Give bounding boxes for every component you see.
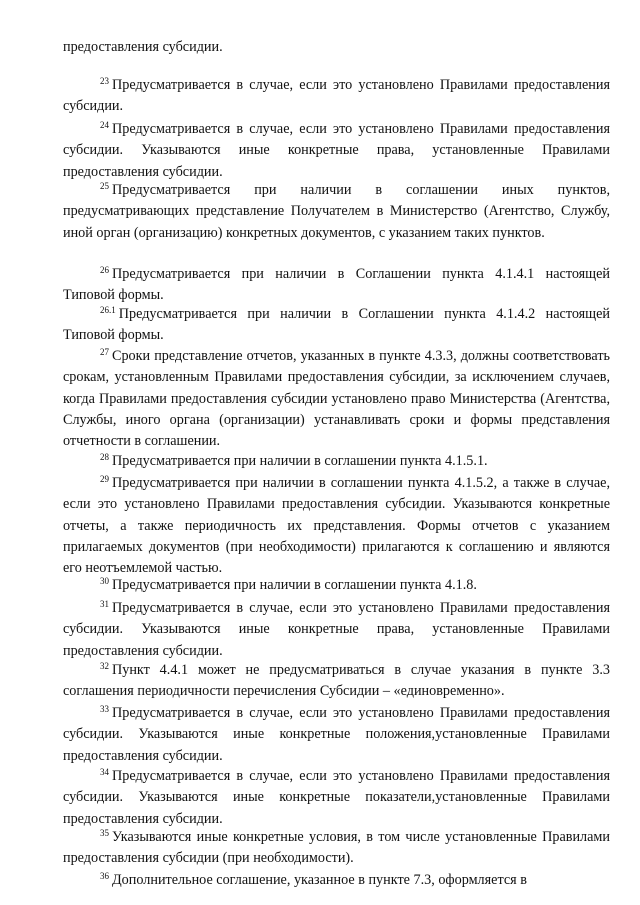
- footnote-number: 28: [100, 452, 109, 462]
- footnote-number: 33: [100, 704, 109, 714]
- footnote-29: $^{29}$ Предусматривается при наличии в соглашении пункта 4.1.5.2, а также в случае, если это установлено Правилами предоставления субсидии. Указываются конкретные отчеты, а также периодичность их представления. Формы отчетов с указанием прилагаемых документов (при необходимости) прилагаются к соглашению и являются его неотъемлемой частью.: [63, 474, 610, 577]
- footnote-number: 27: [100, 347, 109, 357]
- footnote-25: $^{25}$ Предусматривается при наличии в соглашении иных пунктов, предусматривающих представление Получателем в Министерство (Агентство, Службу, иной орган (организацию) конкретных документов, с указанием таких пунктов.: [63, 181, 610, 241]
- footnote-35: $^{35}$ Указываются иные конкретные условия, в том числе установленные Правилами предоставления субсидии (при необходимости).: [63, 828, 610, 867]
- footnote-number: 36: [100, 871, 109, 881]
- footnote-32: $^{32}$ Пункт 4.4.1 может не предусматриваться в случае указания в пункте 3.3 соглашения периодичности перечисления Субсидии – «единовременно».: [63, 661, 610, 700]
- footnote-24: $^{24}$ Предусматривается в случае, если это установлено Правилами предоставления субсидии. Указываются иные конкретные права, установленные Правилами предоставления субсидии.: [63, 120, 610, 180]
- footnote-34: $^{34}$ Предусматривается в случае, если это установлено Правилами предоставления субсидии. Указываются иные конкретные показатели,установленные Правилами предоставления субсидии.: [63, 767, 610, 827]
- footnote-number: 35: [100, 828, 109, 838]
- footnote-30: $^{30}$ Предусматривается при наличии в соглашении пункта 4.1.8.: [100, 576, 477, 593]
- footnote-number: 32: [100, 661, 109, 671]
- footnote-number: 24: [100, 120, 109, 130]
- footnote-23: $^{23}$ Предусматривается в случае, если это установлено Правилами предоставления субсидии.: [63, 76, 610, 115]
- footnote-36: $^{36}$ Дополнительное соглашение, указанное в пункте 7.3, оформляется в: [100, 871, 527, 888]
- footnote-number: 30: [100, 576, 109, 586]
- footnote-number: 25: [100, 181, 109, 191]
- footnote-number: 31: [100, 599, 109, 609]
- footnote-number: 34: [100, 767, 109, 777]
- footnote-26-1: $^{26.1}$ Предусматривается при наличии в Соглашении пункта 4.1.4.2 настоящей Типовой формы.: [63, 305, 610, 344]
- footnote-continuation: предоставления субсидии.: [63, 39, 223, 55]
- footnote-33: $^{33}$ Предусматривается в случае, если это установлено Правилами предоставления субсидии. Указываются иные конкретные положения,установленные Правилами предоставления субсидии.: [63, 704, 610, 764]
- footnote-28: $^{28}$ Предусматривается при наличии в соглашении пункта 4.1.5.1.: [100, 452, 488, 469]
- footnote-number: 29: [100, 474, 109, 484]
- footnote-27: $^{27}$ Сроки представление отчетов, указанных в пункте 4.3.3, должны соответствовать срокам, установленным Правилами предоставления субсидии, за исключением случаев, когда Правилами предоставления субсидии установлено право Министерства (Агентства, Службы, иного органа (организации) устанавливать сроки и формы представления отчетности в соглашении.: [63, 347, 610, 450]
- footnote-number: 26: [100, 265, 109, 275]
- footnote-26: $^{26}$ Предусматривается при наличии в Соглашении пункта 4.1.4.1 настоящей Типовой формы.: [63, 265, 610, 304]
- footnote-31: $^{31}$ Предусматривается в случае, если это установлено Правилами предоставления субсидии. Указываются иные конкретные права, установленные Правилами предоставления субсидии.: [63, 599, 610, 659]
- footnote-number: 26.1: [100, 305, 116, 315]
- footnote-number: 23: [100, 76, 109, 86]
